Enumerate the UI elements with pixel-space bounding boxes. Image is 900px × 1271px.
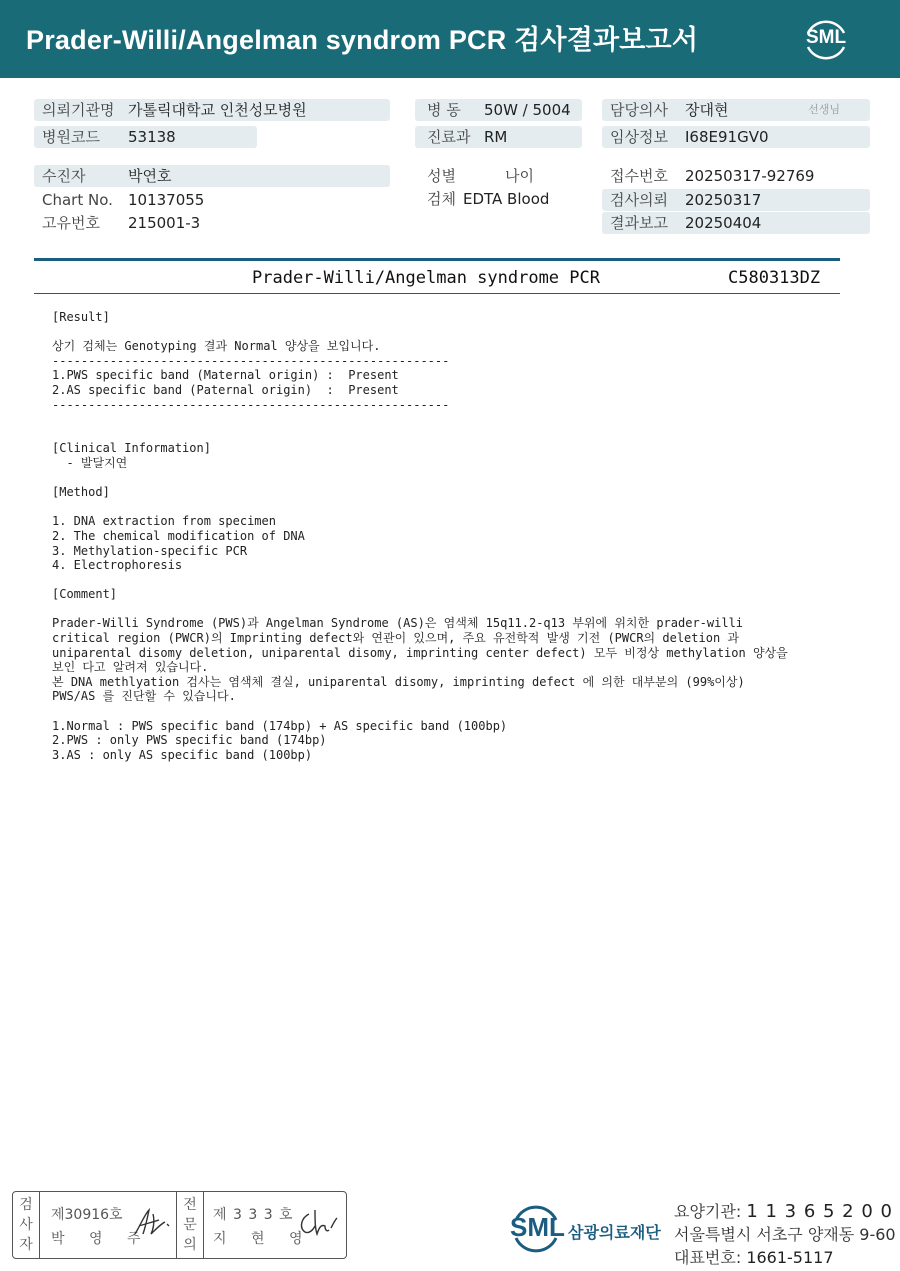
report-line: critical region (PWCR)의 Imprinting defect와 연관이 있으며, 주요 유전학적 발생 기전 (PWCR의 deletion 과 xyxy=(52,631,739,646)
specialist-label: 전 문 의 xyxy=(176,1192,204,1258)
unique-value: 215001-3 xyxy=(128,214,201,232)
report-line: 본 DNA methlyation 검사는 염색체 결실, uniparental disomy, imprinting defect 에 의한 대부분의 (99%이상) xyxy=(52,674,745,689)
report-line: 3.AS : only AS specific band (100bp) xyxy=(52,747,313,762)
report-line: PWS/AS 를 진단할 수 있습니다. xyxy=(52,689,236,704)
report-line: 2.PWS : only PWS specific band (174bp) xyxy=(52,733,327,748)
specimen-label: 검체 xyxy=(427,190,456,208)
request-date-field xyxy=(602,189,870,211)
institution-value: 가톨릭대학교 인천성모병원 xyxy=(128,101,307,119)
report-line: 1.PWS specific band (Maternal origin) : Present xyxy=(52,368,399,383)
examiner-signature-icon xyxy=(131,1206,175,1240)
age-label: 나이 xyxy=(505,167,534,185)
footer-org-name: 삼광의료재단 xyxy=(568,1223,661,1242)
ward-field xyxy=(415,99,582,121)
institution-label: 의뢰기관명 xyxy=(42,101,115,119)
report-title: Prader-Willi/Angelman syndrom PCR 검사결과보고서 xyxy=(26,25,699,55)
report-line: 상기 검체는 Genotyping 결과 Normal 양상을 보입니다. xyxy=(52,339,381,354)
examiner-license: 제30916호 xyxy=(51,1207,123,1223)
patient-name-value: 박연호 xyxy=(128,167,172,185)
footer-phone xyxy=(674,1245,834,1268)
patient-name-field xyxy=(34,165,390,187)
doctor-value: 장대현 xyxy=(685,101,729,119)
chart-field xyxy=(34,189,390,211)
test-code: C580313DZ xyxy=(728,268,821,288)
specialist-name: 지 현 영 xyxy=(213,1231,313,1247)
report-header xyxy=(0,0,900,78)
report-line xyxy=(52,325,842,340)
report-line xyxy=(52,704,842,719)
report-line: uniparental disomy deletion, uniparental disomy, imprinting center defect) 모두 비정상 methylation 양상을 xyxy=(52,645,788,660)
report-line xyxy=(52,602,842,617)
sex-age-field xyxy=(415,165,585,187)
hospital-code-value: 53138 xyxy=(128,128,176,146)
examiner-label: 검 사 자 xyxy=(13,1192,40,1258)
doctor-label: 담당의사 xyxy=(610,101,668,119)
report-line: 2.AS specific band (Paternal origin) : Present xyxy=(52,382,399,397)
request-date-value: 20250317 xyxy=(685,191,762,209)
unique-field xyxy=(34,212,390,234)
report-line: ------------------------------------------------------- xyxy=(52,353,450,368)
dept-field xyxy=(415,126,582,148)
result-date-value: 20250404 xyxy=(685,214,762,232)
dept-label: 진료과 xyxy=(427,128,471,146)
report-line: Prader-Willi Syndrome (PWS)과 Angelman Syndrome (AS)은 염색체 15q11.2-q13 부위에 위치한 prader-willi xyxy=(52,616,744,631)
report-line: [Clinical Information] xyxy=(52,441,211,456)
report-line: ------------------------------------------------------- xyxy=(52,397,450,412)
ward-label: 병 동 xyxy=(427,101,461,119)
report-line xyxy=(52,471,842,486)
report-line: [Result] xyxy=(52,310,110,324)
phone-label: 대표번호: xyxy=(674,1248,742,1267)
unique-label: 고유번호 xyxy=(42,214,100,232)
report-line xyxy=(52,500,842,515)
sex-label: 성별 xyxy=(427,167,456,185)
result-date-label: 결과보고 xyxy=(610,214,668,232)
report-line xyxy=(52,427,842,442)
care-code-label: 요양기관: xyxy=(674,1202,742,1221)
divider-bottom xyxy=(34,293,840,294)
report-line: [Comment] xyxy=(52,587,118,602)
report-line: 보인 다고 알려져 있습니다. xyxy=(52,660,209,675)
footer-care-code xyxy=(674,1199,893,1222)
report-line xyxy=(52,412,842,427)
report-line: 2. The chemical modification of DNA xyxy=(52,528,305,543)
report-line: 1. DNA extraction from specimen xyxy=(52,514,276,529)
report-line: 1.Normal : PWS specific band (174bp) + AS specific band (100bp) xyxy=(52,718,508,733)
doctor-field xyxy=(602,99,870,121)
doctor-suffix: 선생님 xyxy=(808,103,840,116)
dept-value: RM xyxy=(484,128,508,146)
receipt-label: 접수번호 xyxy=(610,167,668,185)
clinical-label: 임상정보 xyxy=(610,128,668,146)
examiner-name: 박 영 주 xyxy=(51,1231,151,1247)
hospital-code-field xyxy=(34,126,257,148)
chart-label: Chart No. xyxy=(42,191,113,209)
report-line: 3. Methylation-specific PCR xyxy=(52,543,248,558)
footer-address: 서울특별시 서초구 양재동 9-60 xyxy=(674,1225,896,1244)
phone-value: 1661-5117 xyxy=(746,1248,834,1267)
specialist-signature-icon xyxy=(295,1206,339,1240)
chart-value: 10137055 xyxy=(128,191,205,209)
receipt-field xyxy=(602,165,870,187)
hospital-code-label: 병원코드 xyxy=(42,128,100,146)
request-date-label: 검사의뢰 xyxy=(610,191,668,209)
report-line: - 발달지연 xyxy=(52,455,128,470)
footer-logo-text: SML xyxy=(510,1212,565,1242)
clinical-field xyxy=(602,126,870,148)
report-line: [Method] xyxy=(52,485,110,500)
result-date-field xyxy=(602,212,870,234)
sml-logo xyxy=(800,13,852,65)
divider-top xyxy=(34,258,840,261)
report-line: 4. Electrophoresis xyxy=(52,558,183,573)
specimen-value: EDTA Blood xyxy=(463,190,550,208)
care-code-value: 1 1 3 6 5 2 0 0 xyxy=(746,1201,893,1222)
ward-value: 50W / 5004 xyxy=(484,101,571,119)
report-body xyxy=(52,310,842,762)
patient-name-label: 수진자 xyxy=(42,167,86,185)
specimen-field xyxy=(415,188,585,210)
logo-text: SML xyxy=(805,27,847,48)
report-line xyxy=(52,573,842,588)
test-title: Prader-Willi/Angelman syndrome PCR xyxy=(252,268,600,288)
clinical-value: I68E91GV0 xyxy=(685,128,769,146)
receipt-value: 20250317-92769 xyxy=(685,167,815,185)
signature-box xyxy=(12,1191,347,1259)
institution-field xyxy=(34,99,390,121)
specialist-license: 제 3 3 3 호 xyxy=(213,1207,294,1223)
